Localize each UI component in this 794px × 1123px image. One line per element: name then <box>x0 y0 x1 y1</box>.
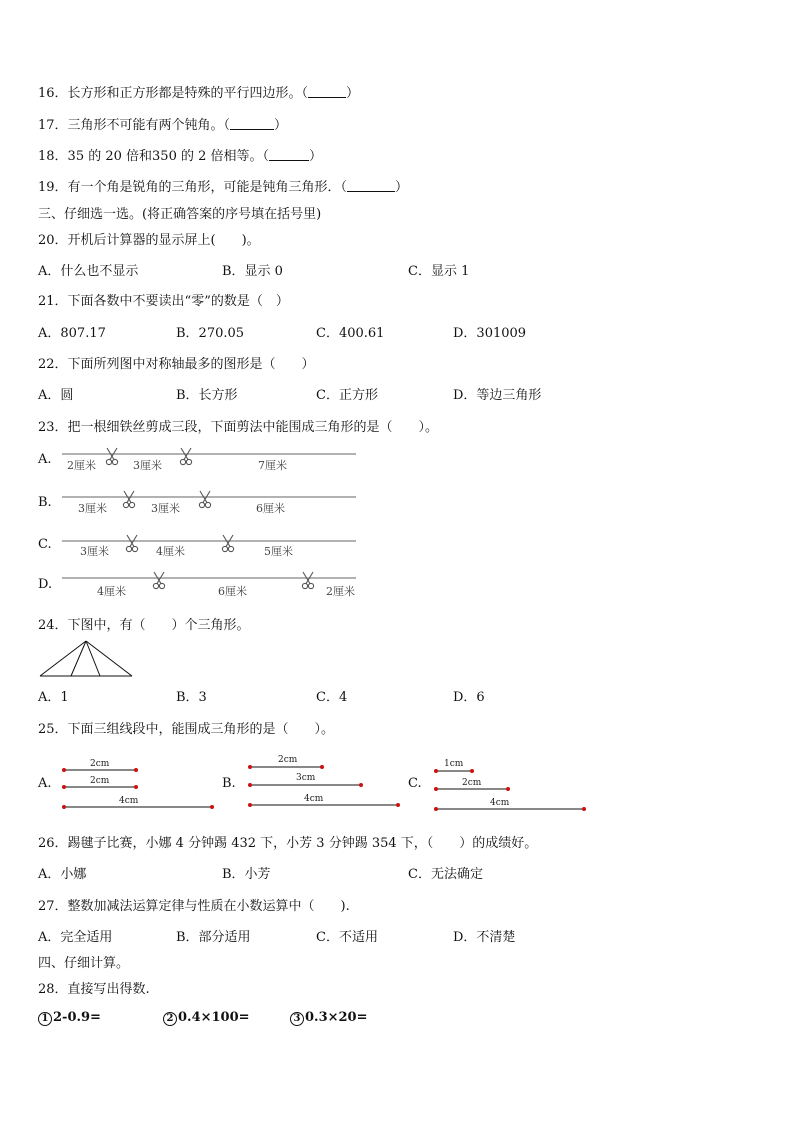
close-paren: ） <box>395 180 409 195</box>
question-20-text: 20．开机后计算器的显示屏上( )。 <box>38 233 260 248</box>
triangle-figure <box>40 641 132 676</box>
scissors-icon <box>199 491 210 508</box>
question-22-text: 22．下面所列图中对称轴最多的图形是（ ） <box>38 357 315 372</box>
q21-option-d[interactable]: D．301009 <box>453 326 527 341</box>
q20-option-a[interactable]: A．什么也不显示 <box>38 264 139 279</box>
circled-number-icon: 3 <box>290 1012 304 1026</box>
q26-option-b[interactable]: B．小芳 <box>222 867 271 882</box>
segment-label: 3厘米 <box>80 545 109 558</box>
segment-label: 2厘米 <box>326 585 355 598</box>
segment-label: 6厘米 <box>218 585 247 598</box>
q23-option-b[interactable]: B. <box>38 495 52 510</box>
q23-option-a[interactable]: A. <box>38 452 52 467</box>
q27-option-d[interactable]: D．不清楚 <box>453 930 516 945</box>
scissors-icon <box>123 491 134 508</box>
segment-group-b <box>248 755 400 807</box>
q21-option-a[interactable]: A．807.17 <box>38 326 106 341</box>
calc-item-3 <box>290 1010 368 1026</box>
scissors-icon <box>302 572 313 589</box>
q24-option-d[interactable]: D．6 <box>453 690 485 705</box>
scissors-icon <box>222 535 233 552</box>
q25-option-a[interactable]: A. <box>38 776 52 791</box>
calc-expression: 0.4×100= <box>178 1010 250 1025</box>
q22-option-a[interactable]: A．圆 <box>38 388 74 403</box>
segment-label: 5厘米 <box>264 545 293 558</box>
question-26-text: 26．踢毽子比赛，小娜 4 分钟踢 432 下，小芳 3 分钟踢 354 下，（ ）的成绩好。 <box>38 836 538 851</box>
calc-expression: 2-0.9= <box>53 1010 101 1025</box>
q26-option-c[interactable]: C．无法确定 <box>408 867 483 882</box>
segment-label: 3厘米 <box>151 502 180 515</box>
question-16-text: 16．长方形和正方形都是特殊的平行四边形。（ <box>38 86 309 101</box>
q25-option-c[interactable]: C. <box>408 776 422 791</box>
question-27-text: 27．整数加减法运算定律与性质在小数运算中（ ). <box>38 899 350 914</box>
question-21-text: 21．下面各数中不要读出“零”的数是（ ） <box>38 294 289 309</box>
scissors-icon <box>180 448 191 465</box>
segment-label: 7厘米 <box>258 459 287 472</box>
question-25-text: 25．下面三组线段中，能围成三角形的是（ ）。 <box>38 722 335 737</box>
segment-label: 2厘米 <box>67 459 96 472</box>
calc-item-1 <box>38 1010 101 1026</box>
segment-label: 4厘米 <box>97 585 126 598</box>
segment-length-label: 2cm <box>90 776 110 786</box>
scissors-icon <box>126 535 137 552</box>
q24-option-c[interactable]: C．4 <box>316 690 348 705</box>
segment-length-label: 4cm <box>119 796 139 806</box>
segment-label: 6厘米 <box>256 502 285 515</box>
q24-option-a[interactable]: A．1 <box>38 690 69 705</box>
question-18-text: 18．35 的 20 倍和350 的 2 倍相等。（ <box>38 149 270 164</box>
question-19-text: 19．有一个角是锐角的三角形，可能是钝角三角形．（ <box>38 180 348 195</box>
segment-group-a <box>62 759 214 809</box>
scissors-icon <box>106 448 117 465</box>
circled-number-icon: 1 <box>38 1012 52 1026</box>
segment-label: 4厘米 <box>156 545 185 558</box>
q25-option-b[interactable]: B. <box>222 776 236 791</box>
segment-label: 3厘米 <box>78 502 107 515</box>
segment-label: 3厘米 <box>133 459 162 472</box>
section-4-heading: 四、仔细计算。 <box>38 956 130 971</box>
q20-option-c[interactable]: C．显示 1 <box>408 264 470 279</box>
scissors-icon <box>153 572 164 589</box>
question-17-text: 17．三角形不可能有两个钝角。（ <box>38 118 231 133</box>
q23-option-c[interactable]: C. <box>38 537 52 552</box>
segment-length-label: 2cm <box>278 755 298 765</box>
close-paren: ） <box>346 86 360 101</box>
section-3-heading: 三、仔细选一选。(将正确答案的序号填在括号里) <box>38 207 322 222</box>
question-28-text: 28．直接写出得数. <box>38 982 150 997</box>
q27-option-b[interactable]: B．部分适用 <box>176 930 251 945</box>
q26-option-a[interactable]: A．小娜 <box>38 867 87 882</box>
circled-number-icon: 2 <box>163 1012 177 1026</box>
segment-length-label: 2cm <box>90 759 110 769</box>
q24-option-b[interactable]: B．3 <box>176 690 207 705</box>
close-paren: ） <box>274 118 288 133</box>
q22-option-d[interactable]: D．等边三角形 <box>453 388 542 403</box>
q27-option-c[interactable]: C．不适用 <box>316 930 378 945</box>
calc-item-2 <box>163 1010 250 1026</box>
segment-length-label: 1cm <box>444 759 464 769</box>
question-23-text: 23．把一根细铁丝剪成三段，下面剪法中能围成三角形的是（ ）。 <box>38 420 439 435</box>
question-24-text: 24．下图中，有（ ）个三角形。 <box>38 618 250 633</box>
close-paren: ） <box>309 149 323 164</box>
segment-length-label: 4cm <box>304 794 324 804</box>
q20-option-b[interactable]: B．显示 0 <box>222 264 283 279</box>
q22-option-c[interactable]: C．正方形 <box>316 388 378 403</box>
q23-option-d[interactable]: D. <box>38 577 53 592</box>
calc-expression: 0.3×20= <box>305 1010 368 1025</box>
q21-option-b[interactable]: B．270.05 <box>176 326 245 341</box>
segment-length-label: 4cm <box>490 798 510 808</box>
q22-option-b[interactable]: B．长方形 <box>176 388 238 403</box>
q27-option-a[interactable]: A．完全适用 <box>38 930 113 945</box>
segment-group-c <box>434 759 586 811</box>
q21-option-c[interactable]: C．400.61 <box>316 326 385 341</box>
segment-length-label: 3cm <box>296 773 316 783</box>
segment-length-label: 2cm <box>462 778 482 788</box>
